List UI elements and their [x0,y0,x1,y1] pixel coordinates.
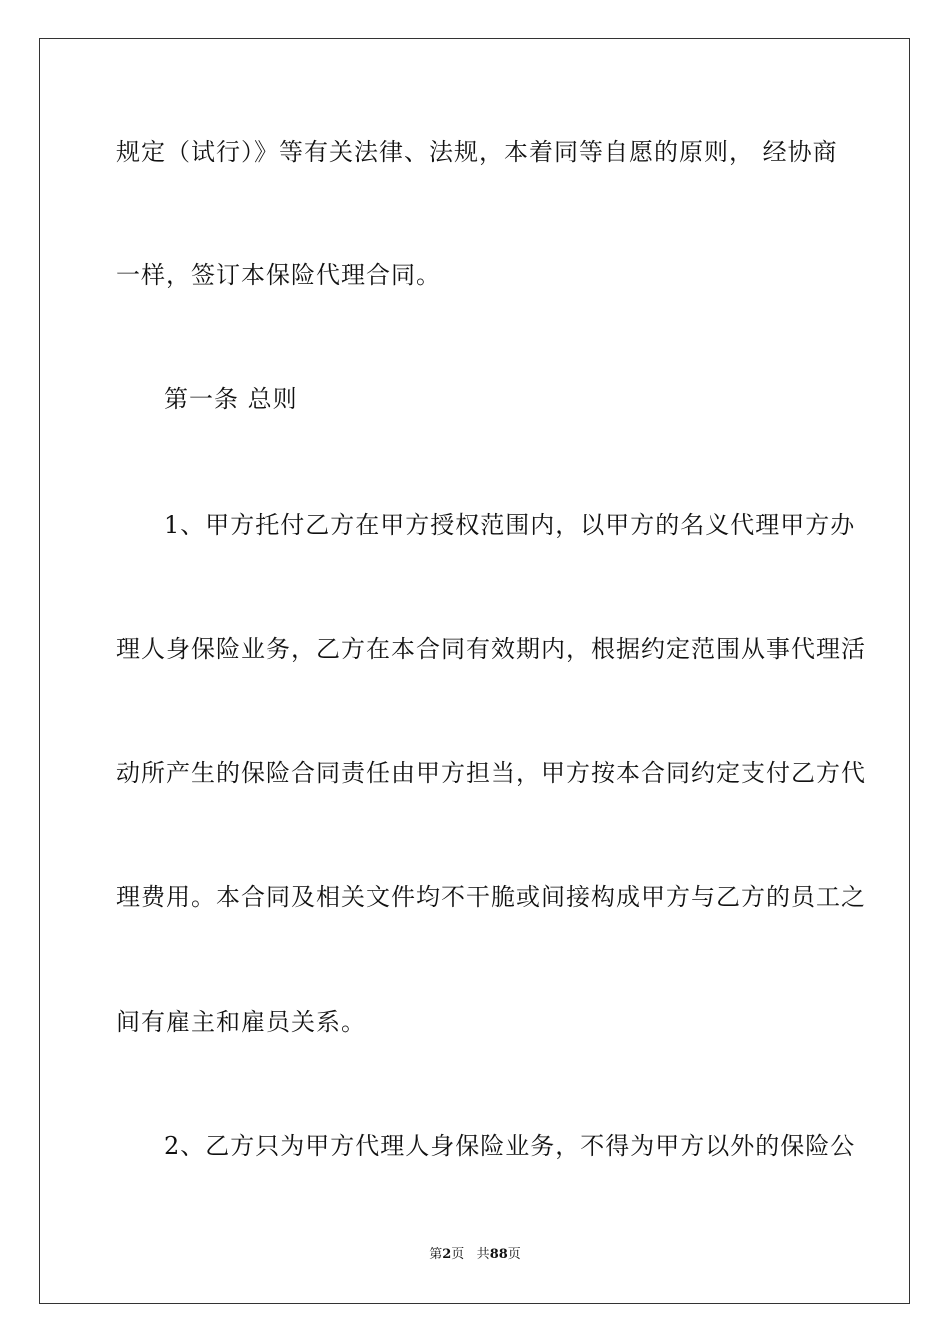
section-heading: 第一条 总则 [164,385,298,413]
page-footer [0,1246,950,1264]
footer-page-unit: 页 [451,1247,465,1262]
body-line-2: 一样，签订本保险代理合同。 [116,261,441,289]
footer-page-prefix: 第 [429,1247,443,1262]
page-border [39,38,910,1304]
footer-page-number: 2 [442,1247,452,1262]
footer-total-unit: 页 [507,1247,521,1262]
body-line-1: 规定（试行）》等有关法律、法规，本着同等自愿的原则， 经协商 [116,138,838,166]
body-line-6: 动所产生的保险合同责任由甲方担当，甲方按本合同约定支付乙方代 [116,759,866,787]
body-line-7: 理费用。本合同及相关文件均不干脆或间接构成甲方与乙方的员工之 [116,883,866,911]
body-line-4: 1、甲方托付乙方在甲方授权范围内，以甲方的名义代理甲方办 [164,511,856,539]
footer-total-pages: 88 [489,1247,508,1262]
body-line-8: 间有雇主和雇员关系。 [116,1008,366,1036]
footer-total-prefix: 共 [476,1247,490,1262]
body-line-5: 理人身保险业务，乙方在本合同有效期内，根据约定范围从事代理活 [116,635,866,663]
body-line-9: 2、乙方只为甲方代理人身保险业务，不得为甲方以外的保险公 [164,1132,856,1160]
